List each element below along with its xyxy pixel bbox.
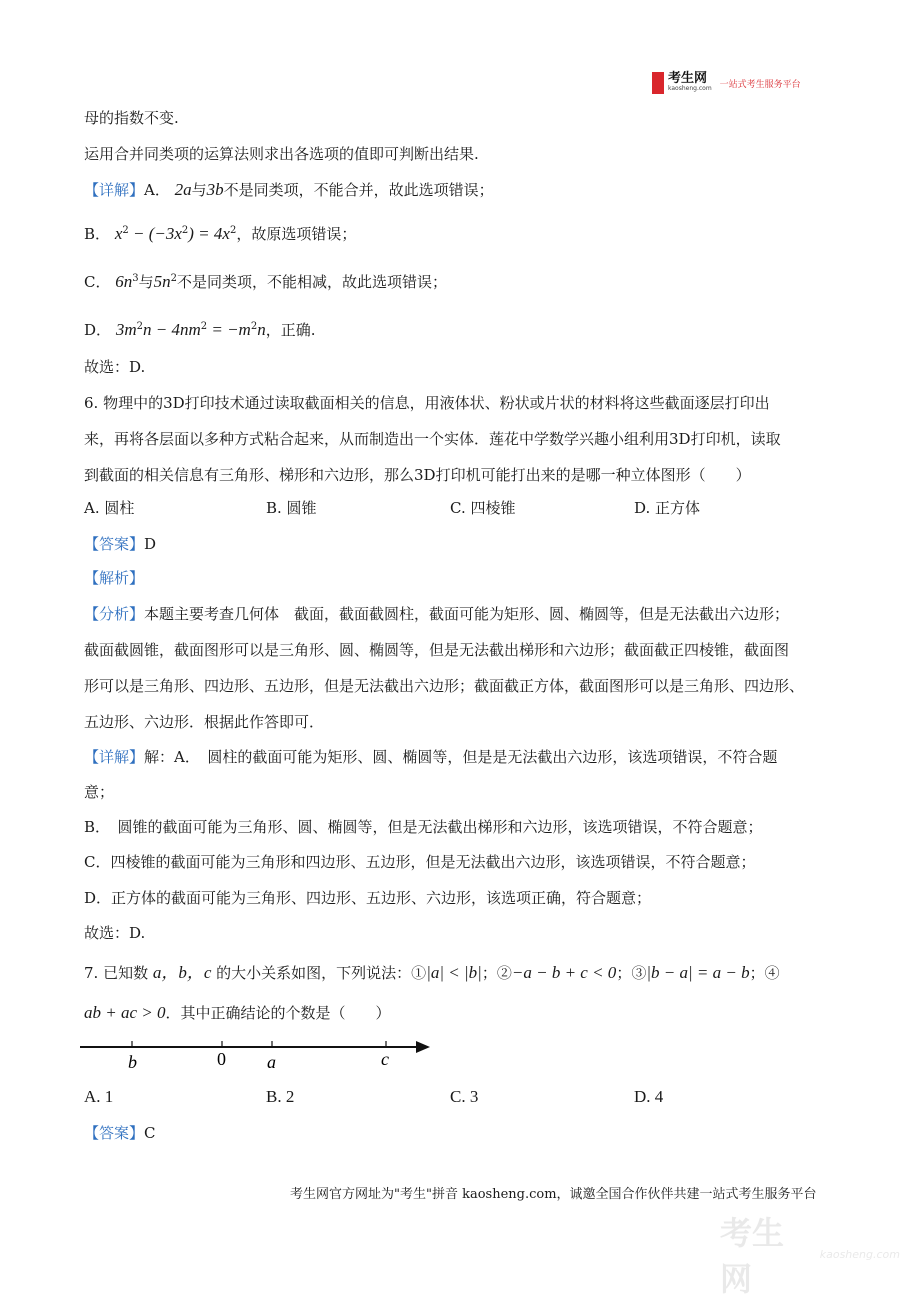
q6-option-a: A. 圆柱 [84, 499, 135, 517]
analysis-line [84, 603, 789, 625]
text-line: 故选：D. [84, 358, 146, 376]
detail-line: B． 圆锥的截面可能为三角形、圆、椭圆等，但是无法截出梯形和六边形，该选项错误，不符合题意； [84, 818, 763, 836]
text: ，故原选项错误； [236, 225, 357, 243]
q6-option-d: D. 正方体 [634, 499, 701, 517]
q6-answer [84, 533, 156, 555]
text: 与 [138, 273, 154, 291]
q6-line: 来，再将各层面以多种方式粘合起来，从而制造出一个实体．莲花中学数学兴趣小组利用3D打印机，读取 [84, 430, 781, 448]
math-expr: −a − b + c < 0 [511, 963, 617, 982]
detail-d: D． $3m^2n - 4nm^2 = -m^2n$，正确. [84, 320, 316, 339]
logo-slogan: 一站式考生服务平台 [719, 79, 801, 90]
q6-option-c: C. 四棱锥 [450, 499, 516, 517]
math-expr: 3m [115, 320, 137, 339]
analysis-sub-tag: 【分析】 [84, 605, 145, 623]
math-expr: ) = 4x [188, 224, 230, 243]
text: ，正确. [265, 321, 316, 339]
q6-line: 到截面的相关信息有三角形、梯形和六边形，那么3D打印机可能打出来的是哪一种立体图形（ ） [84, 466, 751, 484]
logo-url: kaosheng.com [668, 85, 712, 92]
option-label: B． [84, 225, 111, 243]
footer-text: 考生网官方网址为"考生"拼音 kaosheng.com，诚邀全国合作伙伴共建一站式考生服务平台 [290, 1187, 817, 1202]
watermark-url: kaosheng.com [819, 1247, 900, 1261]
answer-value: C [144, 1124, 156, 1142]
detail-line: C．四棱锥的截面可能为三角形和四边形、五边形，但是无法截出六边形，该选项错误，不符合题意； [84, 853, 756, 871]
label-c: c [381, 1049, 389, 1069]
answer-tag: 【答案】 [84, 1124, 145, 1142]
text: 本题主要考查几何体 截面，截面截圆柱，截面可能为矩形、圆、椭圆等，但是无法截出六边形； [144, 605, 790, 623]
answer-value: D [144, 535, 157, 553]
math-expr: − (−3x [128, 224, 182, 243]
analysis-line: 五边形、六边形．根据此作答即可． [84, 713, 325, 731]
text: 的大小关系如图，下列说法：① [211, 964, 427, 982]
math-expr: n [257, 320, 266, 339]
math-expr: |b − a| = a − b [646, 963, 750, 982]
q7-option-b: B. 2 [266, 1087, 295, 1106]
detail-c: C． $6n^3$与$5n^2$不是同类项，不能相减，故此选项错误； [84, 272, 448, 291]
detail-line: 意； [84, 783, 115, 801]
math-expr: a，b，c [152, 963, 212, 982]
label-a: a [267, 1052, 276, 1072]
math-expr: 3b [206, 180, 224, 199]
option-label: A． [144, 181, 170, 199]
text: ．其中正确结论的个数是（ ） [165, 1004, 391, 1022]
math-expr: |a| < |b| [426, 963, 482, 982]
header-logo [652, 72, 801, 94]
logo-name: 考生网 [668, 71, 708, 86]
logo-icon [652, 72, 664, 94]
label-b: b [128, 1052, 137, 1072]
text: 不是同类项，不能合并，故此选项错误； [223, 181, 494, 199]
math-expr: ab + ac > 0 [84, 1003, 166, 1022]
math-expr: 2a [174, 180, 192, 199]
q6-option-b: B. 圆锥 [266, 499, 317, 517]
q7-line [84, 1002, 391, 1024]
number-line-arrow [416, 1041, 430, 1053]
q7-answer [84, 1122, 156, 1144]
analysis-line: 形可以是三角形、四边形、五边形，但是无法截出六边形；截面截正方体，截面图形可以是三角形、四边形、 [84, 677, 805, 695]
text: ；③ [616, 964, 647, 982]
q7-line [84, 962, 780, 984]
watermark-name: 考生网 [720, 1214, 785, 1298]
math-expr: = −m [207, 320, 251, 339]
text: 不是同类项，不能相减，故此选项错误； [177, 273, 448, 291]
text-line: 运用合并同类项的运算法则求出各选项的值即可判断出结果. [84, 145, 479, 163]
number-line [80, 1035, 440, 1075]
text: ；② [481, 964, 512, 982]
text-line: 母的指数不变. [84, 109, 179, 127]
q6-line: 6. 物理中的3D打印技术通过读取截面相关的信息，用液体状、粉状或片状的材料将这些截面逐层打印出 [84, 394, 770, 412]
answer-tag: 【答案】 [84, 535, 145, 553]
q7-option-c: C. 3 [450, 1087, 479, 1106]
option-label: C． [84, 273, 111, 291]
math-expr: n − 4nm [142, 320, 201, 339]
detail-line [84, 746, 777, 768]
text: 解：A． 圆柱的截面可能为矩形、圆、椭圆等，但是是无法截出六边形，该选项错误，不符合题 [144, 748, 778, 766]
analysis-line: 截面截圆锥，截面图形可以是三角形、圆、椭圆等，但是无法截出梯形和六边形；截面截正四棱锥，截面图 [84, 641, 790, 659]
detail-b: B． $x^2 - (-3x^2) = 4x^2$，故原选项错误； [84, 224, 357, 243]
q7-option-d: D. 4 [634, 1087, 664, 1106]
text: ；④ [749, 964, 780, 982]
label-0: 0 [217, 1049, 226, 1069]
detail-tag: 【详解】 [84, 181, 145, 199]
analysis-tag: 【解析】 [84, 569, 145, 587]
math-expr: 6n [115, 272, 133, 291]
q7-option-a: A. 1 [84, 1087, 114, 1106]
text: 与 [191, 181, 207, 199]
math-expr: 5n [153, 272, 171, 291]
detail-line: 故选：D. [84, 924, 146, 942]
text: 7. 已知数 [84, 964, 153, 982]
math-expr: x [114, 224, 123, 243]
detail-a [84, 179, 494, 201]
detail-line: D．正方体的截面可能为三角形、四边形、五边形、六边形，该选项正确，符合题意； [84, 889, 652, 907]
watermark [720, 1208, 900, 1300]
detail-tag: 【详解】 [84, 748, 145, 766]
option-label: D． [84, 321, 112, 339]
